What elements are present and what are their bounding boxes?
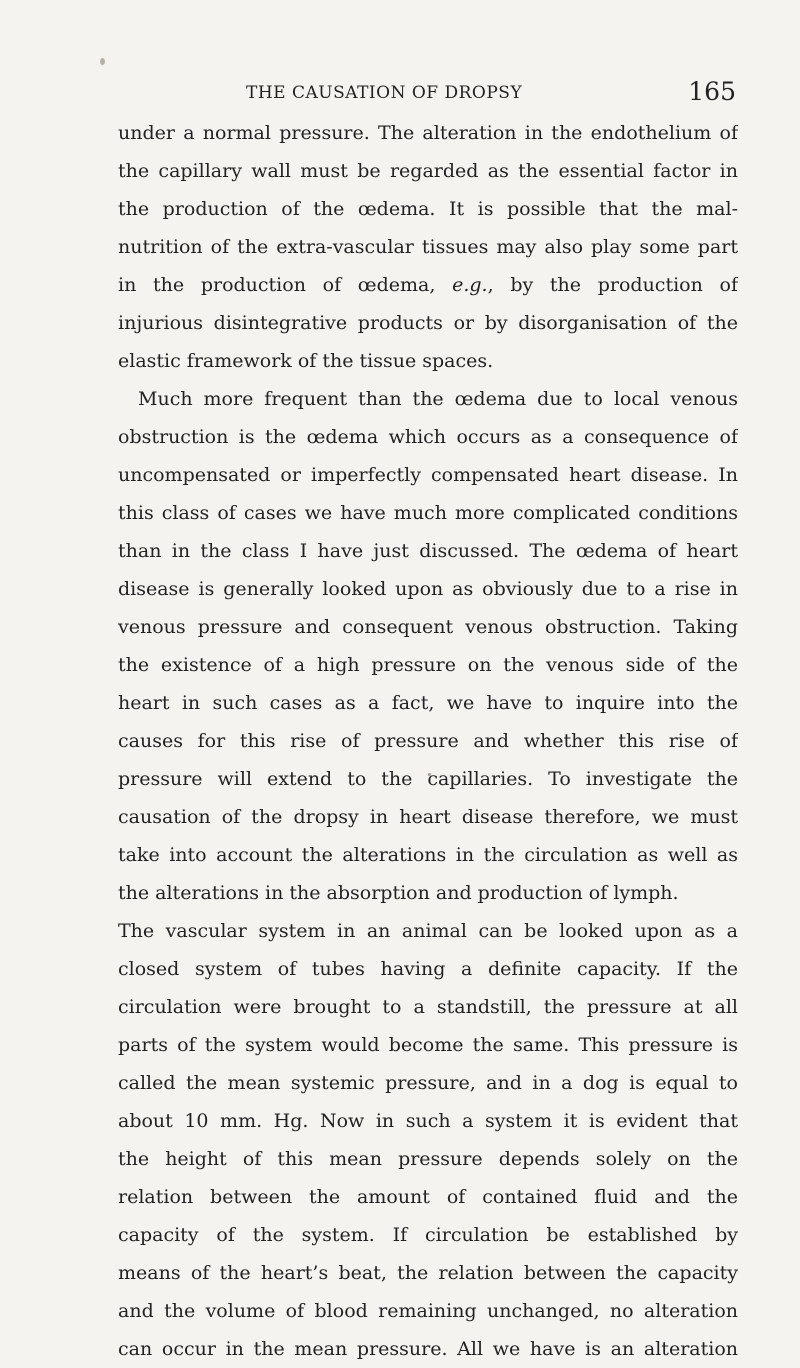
text-line: disease is generally looked upon as obviously due to a rise in [118,578,738,600]
text-line: the existence of a high pressure on the venous side of the [118,654,738,676]
text-line: elastic framework of the tissue spaces. [118,350,494,372]
text-line: venous pressure and consequent venous obstruction. Taking [118,616,738,638]
page-number: 165 [688,77,736,106]
text-line: can occur in the mean pressure. All we have is an alteration [118,1338,738,1360]
text-line: the production of the œdema. It is possible that the mal- [118,198,738,220]
italic-abbreviation: e.g. [452,274,488,296]
text-line: causation of the dropsy in heart disease therefore, we must [118,806,738,828]
text-line: under a normal pressure. The alteration in the endothelium of [118,122,738,144]
text-line: take into account the alterations in the circulation as well as [118,844,738,866]
text-line: uncompensated or imperfectly compensated heart disease. In [118,464,738,486]
text-line: circulation were brought to a standstill, the pressure at all [118,996,738,1018]
text-fragment: , by the production of [487,274,738,296]
body-text [118,114,738,1368]
text-line: means of the heart’s beat, the relation between the capacity [118,1262,738,1284]
text-line: injurious disintegrative products or by disorganisation of the [118,312,738,334]
text-line: about 10 mm. Hg. Now in such a system it is evident that [118,1110,738,1132]
running-head: THE CAUSATION OF DROPSY [246,83,523,103]
page-header [118,77,736,109]
text-line: causes for this rise of pressure and whether this rise of [118,730,738,752]
text-line: the capillary wall must be regarded as the essential factor in [118,160,738,182]
text-line: the height of this mean pressure depends solely on the [118,1148,738,1170]
text-line: capacity of the system. If circulation be established by [118,1224,738,1246]
text-line: nutrition of the extra-vascular tissues may also play some part [118,236,738,258]
text-line: called the mean systemic pressure, and in a dog is equal to [118,1072,738,1094]
text-line: closed system of tubes having a definite capacity. If the [118,958,738,980]
text-line [118,266,738,304]
text-line: The vascular system in an animal can be looked upon as a [118,920,738,942]
text-line: the alterations in the absorption and production of lymph. [118,882,679,904]
text-line: heart in such cases as a fact, we have to inquire into the [118,692,738,714]
text-line: obstruction is the œdema which occurs as a consequence of [118,426,738,448]
text-line: pressure will extend to the capillaries. To investigate the [118,768,738,790]
text-line: parts of the system would become the same. This pressure is [118,1034,738,1056]
text-line: and the volume of blood remaining unchanged, no alteration [118,1300,738,1322]
ink-speck [100,58,105,65]
text-line: relation between the amount of contained fluid and the [118,1186,738,1208]
paragraph-first-line: Much more frequent than the œdema due to local venous [138,388,738,410]
text-line: than in the class I have just discussed. The œdema of heart [118,540,738,562]
text-line: this class of cases we have much more complicated conditions [118,502,738,524]
text-fragment: in the production of œdema, [118,274,453,296]
